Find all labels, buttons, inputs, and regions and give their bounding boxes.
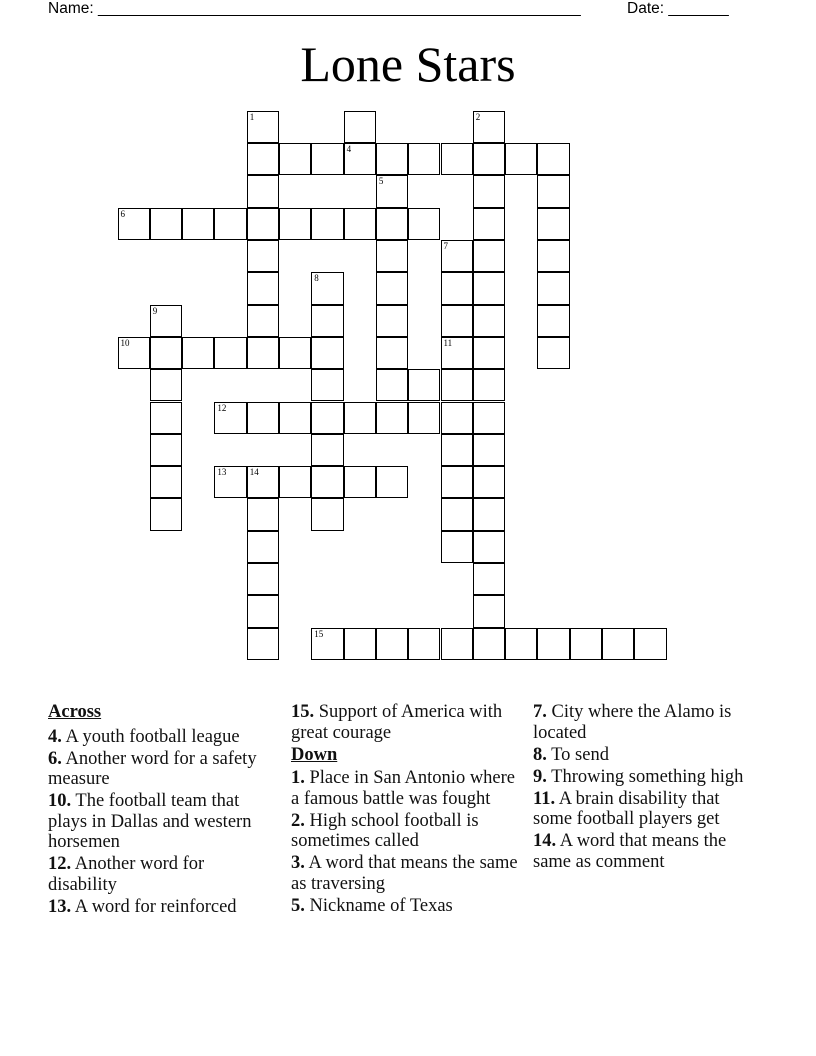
grid-cell[interactable]	[537, 208, 569, 240]
grid-cell[interactable]	[408, 402, 440, 434]
grid-cell[interactable]	[473, 369, 505, 401]
clue-number: 1.	[291, 768, 305, 788]
name-field-label: Name: ________________________________________________________	[48, 0, 581, 17]
grid-cell[interactable]	[537, 143, 569, 175]
grid-cell[interactable]	[376, 272, 408, 304]
grid-cell[interactable]	[441, 337, 473, 369]
clue-number: 15.	[291, 702, 315, 722]
cell-number: 10	[120, 337, 130, 348]
grid-cell[interactable]	[150, 337, 182, 369]
grid-cell[interactable]	[247, 175, 279, 207]
grid-cell[interactable]	[473, 240, 505, 272]
grid-cell[interactable]	[247, 111, 279, 143]
grid-cell[interactable]	[537, 337, 569, 369]
grid-cell[interactable]	[279, 208, 311, 240]
clue-text: A brain disability that some football players get	[533, 788, 720, 829]
grid-cell[interactable]	[473, 595, 505, 627]
clue-column-1	[48, 702, 273, 919]
grid-cell[interactable]	[311, 337, 343, 369]
grid-cell[interactable]	[311, 402, 343, 434]
clue-down-7	[533, 702, 758, 743]
grid-cell[interactable]	[376, 369, 408, 401]
clue-text: A word for reinforced	[71, 896, 237, 917]
grid-cell[interactable]	[473, 466, 505, 498]
grid-cell[interactable]	[311, 498, 343, 530]
clue-text: Nickname of Texas	[304, 895, 453, 916]
clue-text: To send	[546, 744, 609, 765]
clue-text: Another word for disability	[48, 854, 205, 895]
grid-cell[interactable]	[247, 143, 279, 175]
grid-cell[interactable]	[150, 305, 182, 337]
grid-cell[interactable]	[150, 466, 182, 498]
clue-across-6	[48, 749, 273, 790]
grid-cell[interactable]	[376, 402, 408, 434]
grid-cell[interactable]	[634, 628, 666, 660]
grid-cell[interactable]	[537, 175, 569, 207]
grid-cell[interactable]	[150, 402, 182, 434]
grid-cell[interactable]	[344, 628, 376, 660]
grid-cell[interactable]	[376, 466, 408, 498]
grid-cell[interactable]	[537, 305, 569, 337]
grid-cell[interactable]	[247, 466, 279, 498]
cell-number: 4	[346, 144, 352, 155]
date-field-label: Date: _______	[627, 0, 729, 17]
grid-cell[interactable]	[279, 466, 311, 498]
grid-cell[interactable]	[214, 466, 246, 498]
grid-cell[interactable]	[344, 402, 376, 434]
grid-cell[interactable]	[247, 272, 279, 304]
grid-cell[interactable]	[537, 628, 569, 660]
cell-number: 9	[152, 305, 158, 316]
grid-cell[interactable]	[376, 337, 408, 369]
cell-number: 11	[443, 337, 453, 348]
clue-text: Support of America with great courage	[291, 702, 503, 743]
clue-text: Place in San Antonio where a famous battle was fought	[291, 768, 516, 809]
clue-text: The football team that plays in Dallas and western horsemen	[48, 791, 252, 852]
clue-text: Another word for a safety measure	[48, 748, 257, 789]
cell-number: 2	[475, 111, 481, 122]
grid-cell[interactable]	[214, 402, 246, 434]
clue-across-10	[48, 791, 273, 853]
grid-cell[interactable]	[311, 305, 343, 337]
grid-cell[interactable]	[214, 337, 246, 369]
grid-cell[interactable]	[408, 208, 440, 240]
grid-cell[interactable]	[441, 402, 473, 434]
grid-cell[interactable]	[441, 143, 473, 175]
grid-cell[interactable]	[473, 143, 505, 175]
clue-across-15	[291, 702, 526, 743]
cell-number: 8	[314, 273, 319, 284]
grid-cell[interactable]	[118, 337, 150, 369]
clue-column-2	[291, 702, 526, 918]
clue-down-8	[533, 745, 758, 766]
grid-cell[interactable]	[441, 305, 473, 337]
grid-cell[interactable]	[311, 369, 343, 401]
clue-across-12	[48, 854, 273, 895]
grid-cell[interactable]	[408, 369, 440, 401]
grid-cell[interactable]	[473, 563, 505, 595]
grid-cell[interactable]	[311, 272, 343, 304]
grid-cell[interactable]	[247, 240, 279, 272]
grid-cell[interactable]	[473, 498, 505, 530]
grid-cell[interactable]	[537, 240, 569, 272]
clue-across-13	[48, 897, 273, 918]
across-heading: Across	[48, 702, 102, 722]
grid-cell[interactable]	[311, 208, 343, 240]
grid-cell[interactable]	[473, 111, 505, 143]
clue-text: City where the Alamo is located	[533, 702, 732, 743]
clue-number: 14.	[533, 831, 557, 851]
cell-number: 12	[217, 402, 227, 413]
grid-cell[interactable]	[344, 208, 376, 240]
clue-number: 12.	[48, 854, 72, 874]
clue-number: 5.	[291, 895, 305, 916]
grid-cell[interactable]	[344, 111, 376, 143]
grid-cell[interactable]	[570, 628, 602, 660]
grid-cell[interactable]	[473, 628, 505, 660]
grid-cell[interactable]	[602, 628, 634, 660]
grid-cell[interactable]	[408, 628, 440, 660]
grid-cell[interactable]	[473, 272, 505, 304]
grid-cell[interactable]	[279, 143, 311, 175]
grid-cell[interactable]	[505, 628, 537, 660]
grid-cell[interactable]	[247, 498, 279, 530]
grid-cell[interactable]	[473, 531, 505, 563]
grid-cell[interactable]	[344, 143, 376, 175]
clue-text: A youth football league	[61, 726, 240, 747]
clue-text: A word that means the same as traversing	[291, 853, 518, 894]
clue-down-3	[291, 853, 526, 894]
clue-number: 6.	[48, 748, 62, 769]
clue-number: 10.	[48, 791, 72, 811]
grid-cell[interactable]	[441, 369, 473, 401]
clue-number: 11.	[533, 788, 556, 809]
clue-text: A word that means the same as comment	[533, 831, 727, 872]
grid-cell[interactable]	[247, 531, 279, 563]
clue-number: 8.	[533, 744, 547, 765]
grid-cell[interactable]	[408, 143, 440, 175]
clue-down-5	[291, 896, 526, 917]
grid-cell[interactable]	[311, 628, 343, 660]
clue-text: High school football is sometimes called	[291, 810, 479, 851]
grid-cell[interactable]	[376, 143, 408, 175]
clue-across-4	[48, 727, 273, 748]
clue-number: 3.	[291, 853, 305, 873]
grid-cell[interactable]	[182, 337, 214, 369]
cell-number: 6	[120, 208, 125, 219]
grid-cell[interactable]	[247, 208, 279, 240]
clue-down-2	[291, 811, 526, 852]
grid-cell[interactable]	[376, 305, 408, 337]
clue-down-9	[533, 767, 758, 788]
grid-cell[interactable]	[441, 272, 473, 304]
cell-number: 1	[249, 111, 255, 122]
grid-cell[interactable]	[537, 272, 569, 304]
clue-number: 4.	[48, 726, 62, 747]
grid-cell[interactable]	[441, 531, 473, 563]
puzzle-title: Lone Stars	[300, 36, 516, 92]
grid-cell[interactable]	[150, 208, 182, 240]
grid-cell[interactable]	[376, 628, 408, 660]
clue-down-1	[291, 768, 526, 809]
grid-cell[interactable]	[376, 208, 408, 240]
cell-number: 13	[217, 467, 227, 478]
cell-number: 7	[443, 241, 448, 251]
clue-down-14	[533, 831, 758, 872]
clue-number: 7.	[533, 702, 547, 722]
grid-cell[interactable]	[150, 498, 182, 530]
grid-cell[interactable]	[441, 240, 473, 272]
grid-cell[interactable]	[279, 402, 311, 434]
grid-cell[interactable]	[441, 434, 473, 466]
grid-cell[interactable]	[247, 337, 279, 369]
grid-cell[interactable]	[441, 498, 473, 530]
grid-cell[interactable]	[247, 563, 279, 595]
grid-cell[interactable]	[247, 628, 279, 660]
grid-cell[interactable]	[247, 595, 279, 627]
grid-cell[interactable]	[376, 240, 408, 272]
grid-cell[interactable]	[473, 402, 505, 434]
grid-cell[interactable]	[344, 466, 376, 498]
grid-cell[interactable]	[441, 628, 473, 660]
grid-cell[interactable]	[150, 369, 182, 401]
grid-cell[interactable]	[473, 305, 505, 337]
grid-cell[interactable]	[473, 175, 505, 207]
clue-down-11	[533, 789, 758, 830]
cell-number: 5	[378, 176, 384, 187]
grid-cell[interactable]	[118, 208, 150, 240]
grid-cell[interactable]	[473, 337, 505, 369]
grid-cell[interactable]	[182, 208, 214, 240]
grid-cell[interactable]	[441, 466, 473, 498]
grid-cell[interactable]	[247, 402, 279, 434]
grid-cell[interactable]	[505, 143, 537, 175]
grid-cell[interactable]	[214, 208, 246, 240]
clue-number: 2.	[291, 810, 305, 831]
grid-cell[interactable]	[473, 434, 505, 466]
grid-cell[interactable]	[311, 434, 343, 466]
grid-cell[interactable]	[473, 208, 505, 240]
cell-number: 15	[314, 628, 324, 639]
grid-cell[interactable]	[376, 175, 408, 207]
grid-cell[interactable]	[311, 466, 343, 498]
down-heading: Down	[291, 744, 338, 765]
grid-cell[interactable]	[279, 337, 311, 369]
clue-number: 13.	[48, 896, 72, 917]
cell-number: 14	[249, 467, 259, 478]
clue-column-3	[533, 702, 758, 874]
clue-number: 9.	[533, 766, 547, 787]
grid-cell[interactable]	[311, 143, 343, 175]
grid-cell[interactable]	[150, 434, 182, 466]
clue-text: Throwing something high	[546, 766, 744, 787]
grid-cell[interactable]	[247, 305, 279, 337]
